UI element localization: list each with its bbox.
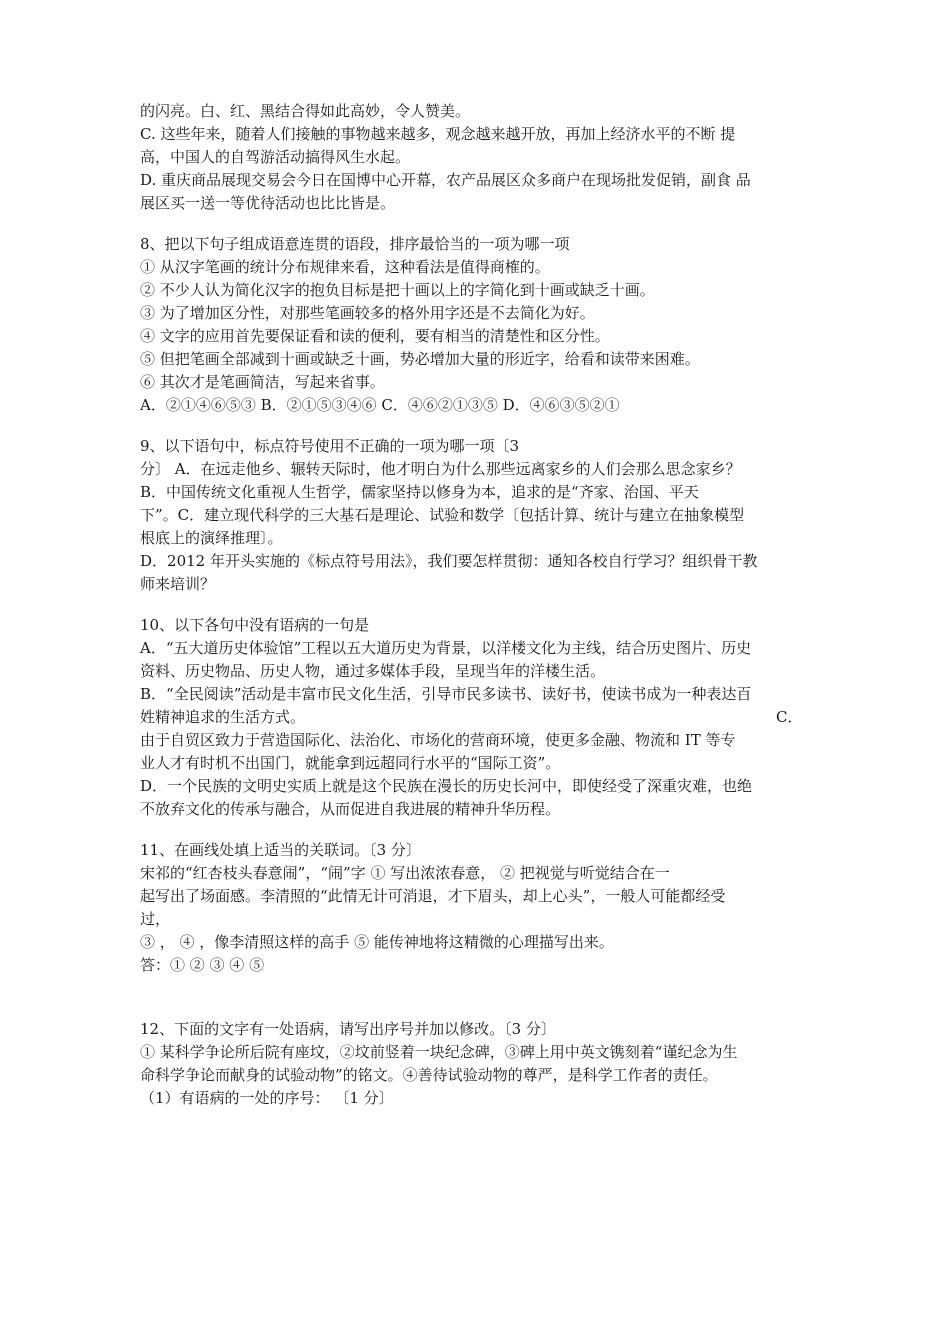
option-c-label: C． (776, 708, 803, 726)
text-line: 展区买一送一等优待活动也比比皆是。 (140, 194, 396, 212)
text-line: 起写出了场面感。李清照的“此情无计可消退，才下眉头，却上心头”，一般人可能都经受 (140, 887, 726, 905)
text-line: ② 不少人认为简化汉字的抱负目标是把十画以上的字简化到十画或缺乏十画。 (140, 281, 655, 299)
text-line: 下”。C．建立现代科学的三大基石是理论、试验和数学〔包括计算、统计与建立在抽象模型 (140, 506, 745, 524)
text-line: C. 这些年来，随着人们接触的事物越来越多，观念越来越开放，再加上经济水平的不断 提 (140, 125, 736, 143)
text-line: B．“全民阅读”活动是丰富市民文化生活，引导市民多读书、读好书，使读书成为一种表达百 (140, 685, 752, 703)
text-line: ① 某科学争论所后院有座坟，②坟前竖着一块纪念碑，③碑上用中英文镌刻着“谨纪念为生 (140, 1043, 738, 1061)
text-line: 过， (140, 910, 171, 928)
question-12-title: 12、下面的文字有一处语病，请写出序号并加以修改。〔3 分〕 (140, 1020, 556, 1038)
answer-line: （1）有语病的一处的序号： 〔1 分〕 (140, 1089, 394, 1107)
text-line: D. 重庆商品展现交易会今日在国博中心开幕，农产品展区众多商户在现场批发促销，副食 品 (140, 171, 751, 189)
answer-options: A．②①④⑥⑤③ B．②①⑤③④⑥ C．④⑥②①③⑤ D．④⑥③⑤②① (140, 396, 620, 414)
text-line: 高，中国人的自驾游活动搞得风生水起。 (140, 148, 411, 166)
text-line: 不放弃文化的传承与融合，从而促进自我进展的精神升华历程。 (140, 800, 561, 818)
text-line: 师来培训？ (140, 575, 216, 593)
text-line: 业人才有时机不出国门，就能拿到远超同行水平的“国际工资”。 (140, 754, 561, 772)
text-line: 姓精神追求的生活方式。 (140, 708, 306, 726)
text-line: B．中国传统文化重视人生哲学，儒家坚持以修身为本，追求的是“齐家、治国、平天 (140, 483, 699, 501)
text-line: 的闪亮。白、红、黑结合得如此高妙，令人赞美。 (140, 102, 471, 120)
text-line: A．“五大道历史体验馆”工程以五大道历史为背景，以洋楼文化为主线，结合历史图片、历史 (140, 639, 752, 657)
question-11-title: 11、在画线处填上适当的关联词。〔3 分〕 (140, 841, 421, 859)
question-10-title: 10、以下各句中没有语病的一句是 (140, 616, 370, 634)
text-line: 宋祁的“红杏枝头春意闹”，“闹”字 ① 写出浓浓春意， ② 把视觉与听觉结合在一 (140, 864, 670, 882)
text-line: 根底上的演绎推理〕。 (140, 529, 283, 547)
text-line: 分〕 A．在远走他乡、辗转天际时，他才明白为什么那些远离家乡的人们会那么思念家乡？ (140, 460, 741, 478)
text-line: ⑥ 其次才是笔画简洁，写起来省事。 (140, 373, 385, 391)
text-line: 命科学争论而献身的试验动物”的铭文。④善待试验动物的尊严，是科学工作者的责任。 (140, 1066, 718, 1084)
text-line: ③ 为了增加区分性，对那些笔画较多的格外用字还是不去简化为好。 (140, 304, 595, 322)
text-line: D．2012 年开头实施的《标点符号用法》，我们要怎样贯彻：通知各校自行学习？组织骨干教 (140, 552, 758, 570)
question-9-title: 9、以下语句中，标点符号使用不正确的一项为哪一项〔3 (140, 437, 520, 455)
text-line: ④ 文字的应用首先要保证看和读的便利，要有相当的清楚性和区分性。 (140, 327, 610, 345)
text-line: ① 从汉字笔画的统计分布规律来看，这种看法是值得商榷的。 (140, 258, 550, 276)
answer-line: 答：① ② ③ ④ ⑤ (140, 956, 265, 974)
text-line: 资料、历史物品、历史人物，通过多媒体手段，呈现当年的洋楼生活。 (140, 662, 606, 680)
text-line: ⑤ 但把笔画全部减到十画或缺乏十画，势必增加大量的形近字，给看和读带来困难。 (140, 350, 700, 368)
question-8-title: 8、把以下句子组成语意连贯的语段，排序最恰当的一项为哪一项 (140, 235, 570, 253)
text-line: ③ ， ④ ，像李清照这样的高手 ⑤ 能传神地将这精微的心理描写出来。 (140, 933, 614, 951)
text-line: 由于自贸区致力于营造国际化、法治化、市场化的营商环境，使更多金融、物流和 IT 等专 (140, 731, 736, 749)
text-line: D．一个民族的文明史实质上就是这个民族在漫长的历史长河中，即使经受了深重灾难，也绝 (140, 777, 753, 795)
